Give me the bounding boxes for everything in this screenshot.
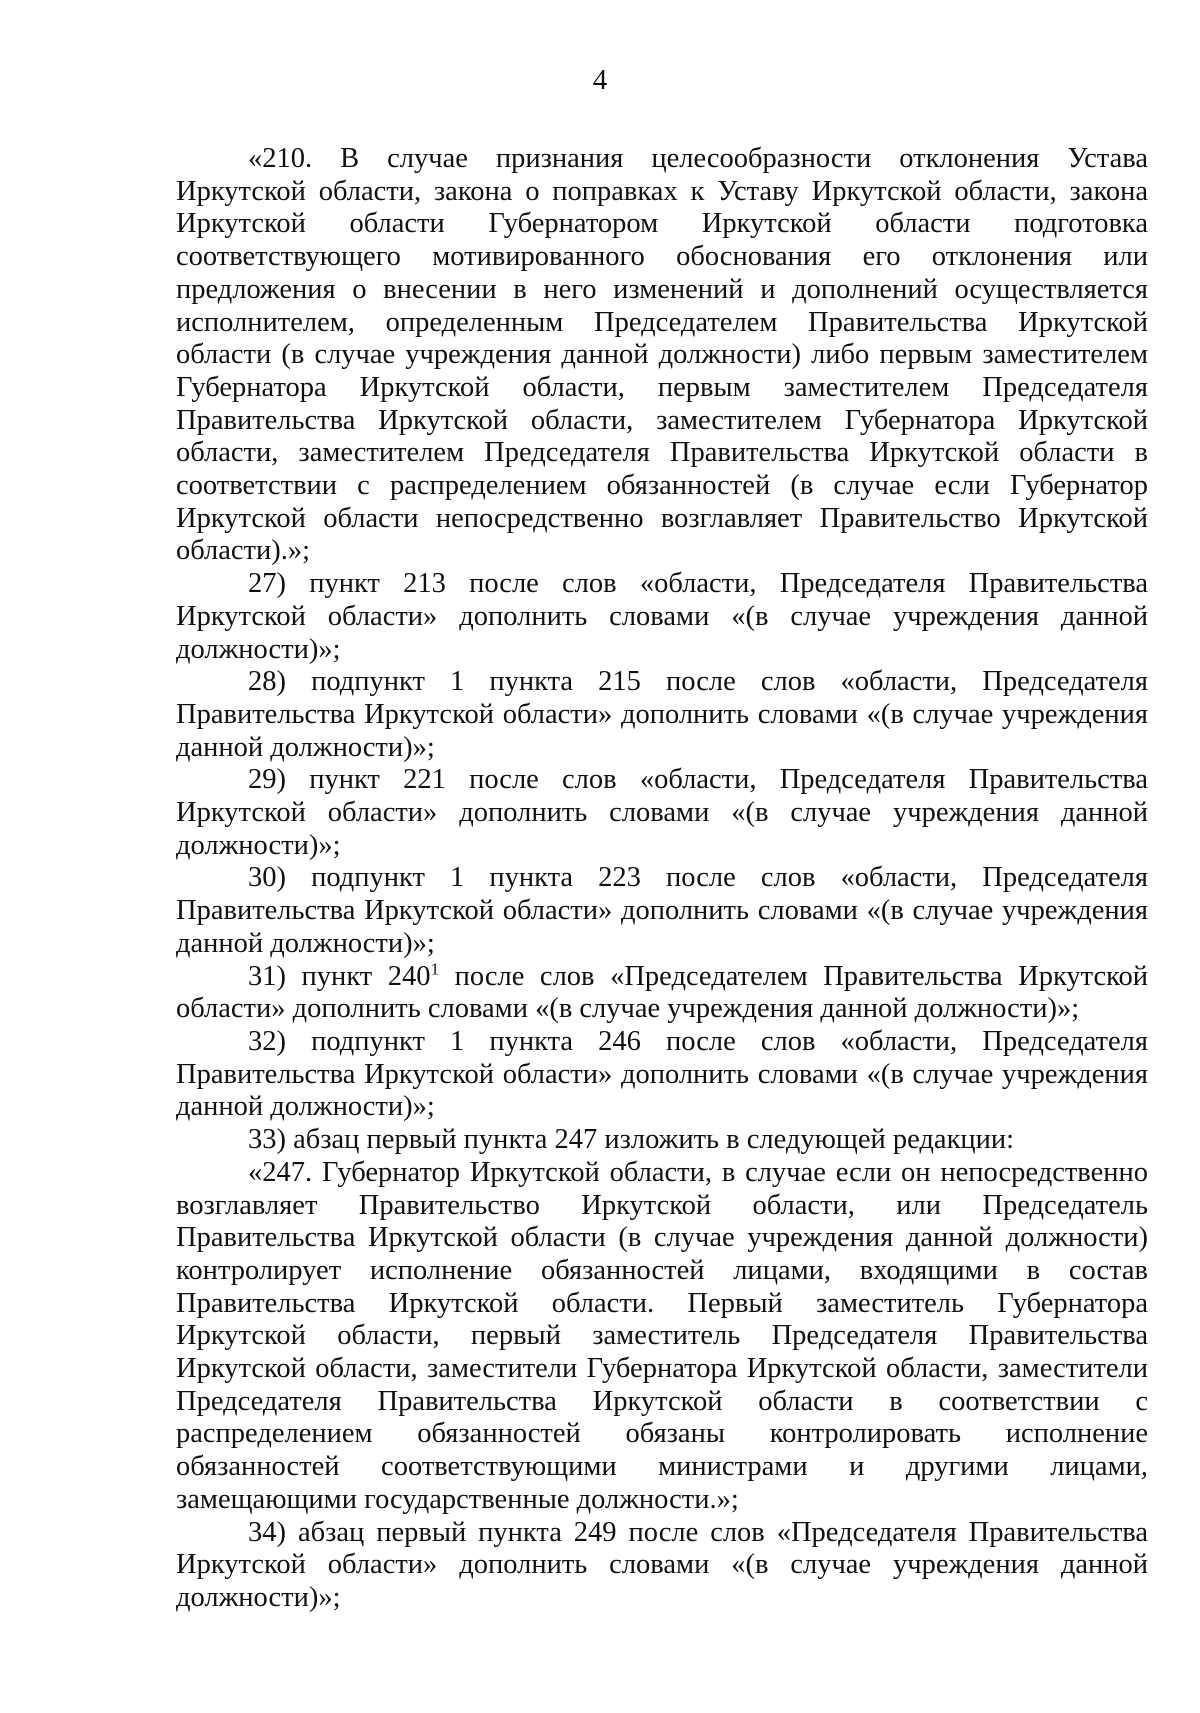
- document-body: [176, 143, 1148, 1615]
- paragraph-247-text: «247. Губернатор Иркутской области, в случае если он непосредственно возглавляет Правительство Иркутской области, или Председатель Правительства Иркутской области (в случае учреждения данной должности) контролирует исполнение обязанностей лицами, входящими в состав Правительства Иркутской области. Первый заместитель Губернатора Иркутской области, первый заместитель Председателя Правительства Иркутской области, заместители Губернатора Иркутской области, заместители Председателя Правительства Иркутской области в соответствии с распределением обязанностей обязаны контролировать исполнение обязанностей соответствующими министрами и другими лицами, замещающими государственные должности.»;: [176, 1156, 1148, 1515]
- paragraph-item-27: 27) пункт 213 после слов «области, Председателя Правительства Иркутской области» дополнить словами «(в случае учреждения данной должности)»;: [176, 568, 1148, 665]
- paragraph-item-31-end: после слов «Председателем Правительства Иркутской области» дополнить словами «(в случае учреждения данной должности)»;: [176, 960, 1148, 1025]
- paragraph-item-34: 34) абзац первый пункта 249 после слов «Председателя Правительства Иркутской области» дополнить словами «(в случае учреждения данной должности)»;: [176, 1516, 1148, 1613]
- page-number: 4: [592, 64, 608, 96]
- paragraph-item-28: 28) подпункт 1 пункта 215 после слов «области, Председателя Правительства Иркутской области» дополнить словами «(в случае учреждения данной должности)»;: [176, 666, 1148, 763]
- paragraph-item-30: 30) подпункт 1 пункта 223 после слов «области, Председателя Правительства Иркутской области» дополнить словами «(в случае учреждения данной должности)»;: [176, 862, 1148, 959]
- paragraph-item-31-start: 31) пункт 240: [248, 960, 431, 992]
- superscript-index: 1: [430, 959, 440, 979]
- paragraph-item-32: 32) подпункт 1 пункта 246 после слов «области, Председателя Правительства Иркутской области» дополнить словами «(в случае учреждения данной должности)»;: [176, 1025, 1148, 1123]
- paragraph-item-33: 33) абзац первый пункта 247 изложить в следующей редакции:: [248, 1124, 1015, 1156]
- paragraph-item-29: 29) пункт 221 после слов «области, Председателя Правительства Иркутской области» дополнить словами «(в случае учреждения данной должности)»;: [176, 764, 1148, 861]
- paragraph-item-31: [176, 961, 1148, 1026]
- paragraph-210-text: «210. В случае признания целесообразности отклонения Устава Иркутской области, закона о поправках к Уставу Иркутской области, закона Иркутской области Губернатором Иркутской области подготовка соответствующего мотивированного обоснования его отклонения или предложения о внесении в него изменений и дополнений осуществляется исполнителем, определенным Председателем Правительства Иркутской области (в случае учреждения данной должности) либо первым заместителем Губернатора Иркутской области, первым заместителем Председателя Правительства Иркутской области, заместителем Губернатора Иркутской области, заместителем Председателя Правительства Иркутской области в соответствии с распределением обязанностей (в случае если Губернатор Иркутской области непосредственно возглавляет Правительство Иркутской области).»;: [176, 143, 1148, 567]
